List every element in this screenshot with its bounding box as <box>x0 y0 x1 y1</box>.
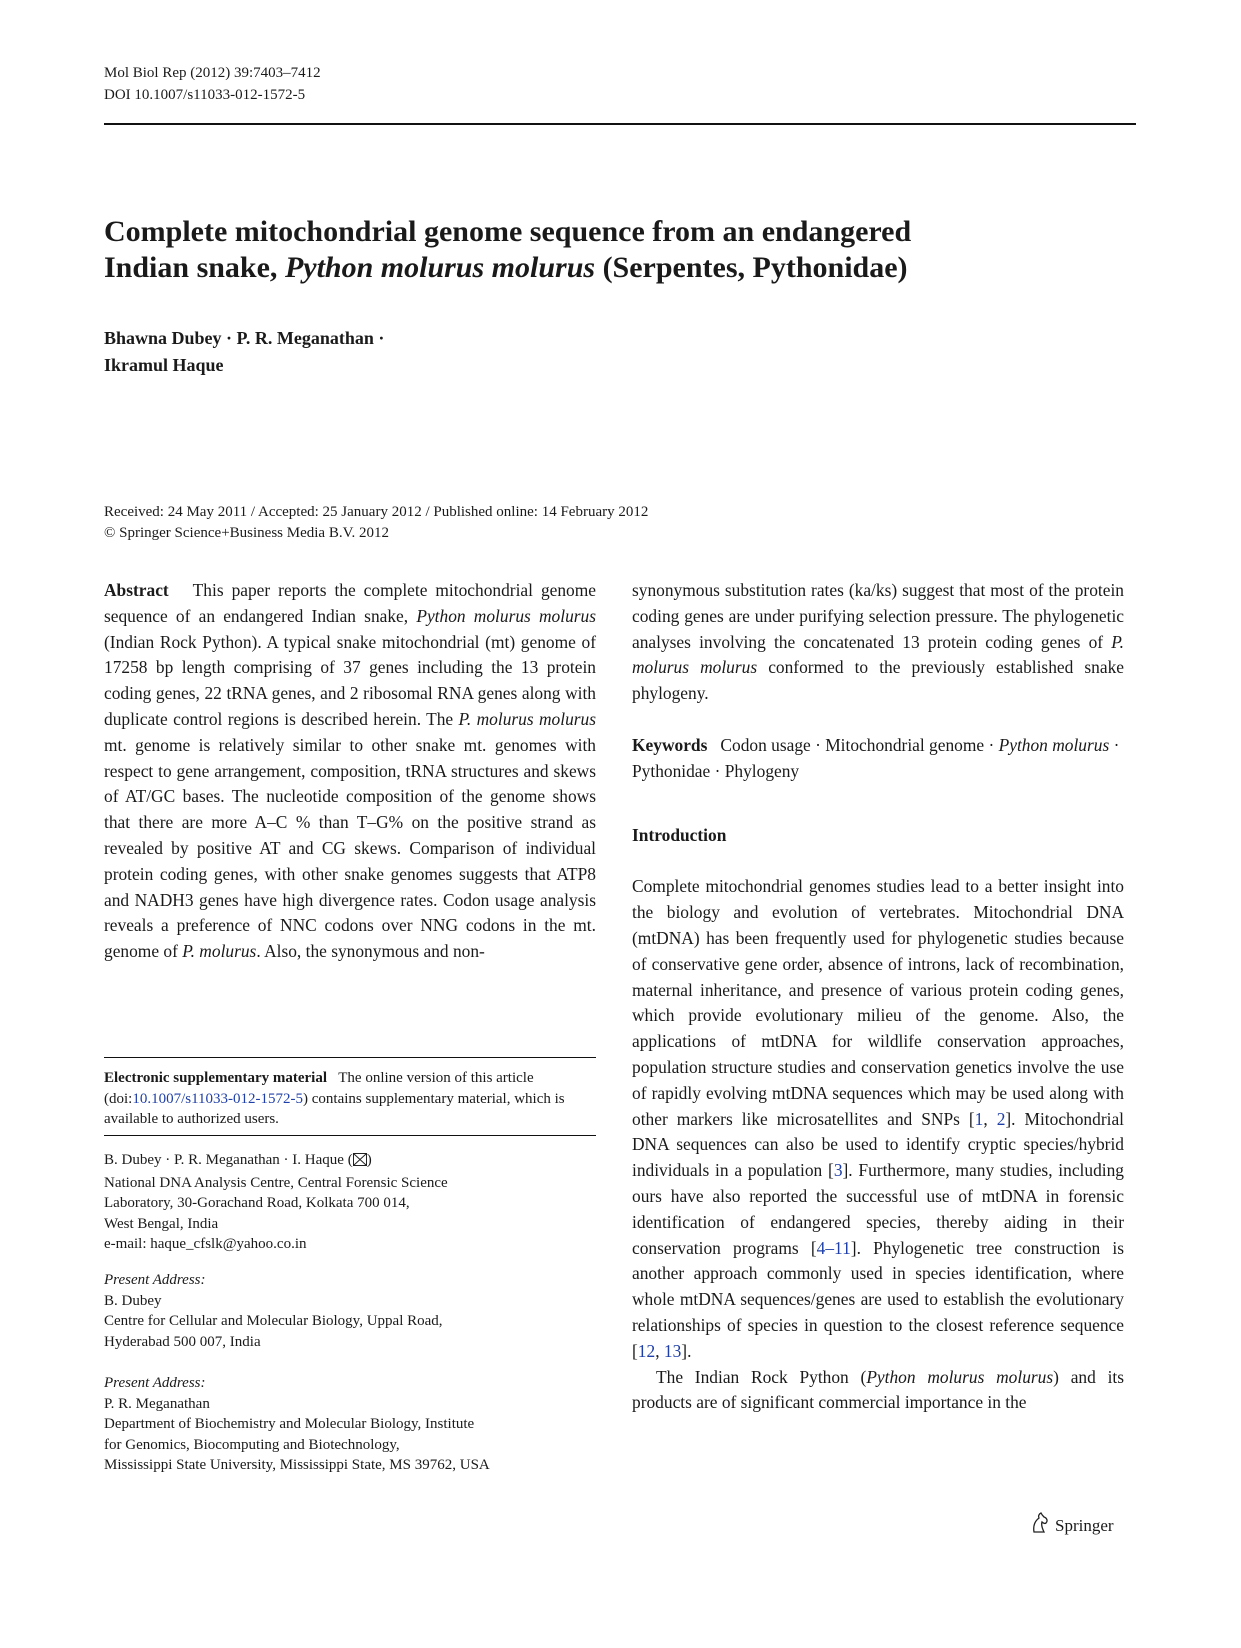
copyright-notice: © Springer Science+Business Media B.V. 2012 <box>104 525 389 541</box>
intro-text: ]. <box>681 1340 692 1361</box>
publisher-name: Springer <box>1055 1515 1114 1535</box>
citation-link[interactable]: 1 <box>974 1108 984 1129</box>
intro-paragraph-1 <box>632 874 1124 1364</box>
abstract-species: P. molurus molurus <box>458 708 596 729</box>
footnote-rule-bottom <box>104 1135 596 1136</box>
citation-link[interactable]: 12 <box>637 1340 656 1361</box>
journal-header <box>104 62 321 106</box>
publication-history <box>104 502 648 544</box>
intro-species: Python molurus molurus <box>866 1366 1054 1387</box>
keyword-list-end: · Pythonidae · Phylogeny <box>632 734 1120 781</box>
keywords-label: Keywords <box>632 734 708 755</box>
authors-line-1: Bhawna Dubey · P. R. Meganathan · <box>104 328 385 348</box>
header-rule <box>104 123 1136 125</box>
intro-text: ]. Furthermore, many studies, including ours have also reported the successful use of mtDNA in forensic identification of endangered species, thereby aiding in their conservation programs [ <box>632 1160 1124 1258</box>
journal-citation: Mol Biol Rep (2012) 39:7403–7412 <box>104 65 321 81</box>
present-address-line: Hyderabad 500 007, India <box>104 1333 261 1350</box>
abstract-species: P. molurus molurus <box>632 631 1124 678</box>
affiliation-line: Laboratory, 30-Gorachand Road, Kolkata 700 014, <box>104 1195 410 1211</box>
affil-names-end: ) <box>366 1152 372 1168</box>
title-line-2 <box>104 250 1144 286</box>
present-address-2 <box>104 1373 596 1476</box>
footnote-rule-top <box>104 1057 596 1058</box>
affiliation-names <box>104 1150 596 1173</box>
intro-text: Complete mitochondrial genomes studies lead to a better insight into the biology and evolution of vertebrates. Mitochondrial DNA (mtDNA) has been frequently used for phylogenetic studies because of conservative gene order, absence of introns, lack of recombination, maternal inheritance, and presence of various protein coding genes, which provide evolutionary milieu of the genome. Also, the applications of mtDNA for wildlife conservation approaches, population structure studies and conservation genetics involve the use of rapidly evolving mtDNA sequences which may be used along with other markers like microsatellites and SNPs [ <box>632 876 1124 1129</box>
abstract-part: This paper reports the complete mitochondrial genome sequence of an endangered Indian snake, <box>104 580 596 626</box>
present-address-name: B. Dubey <box>104 1292 162 1309</box>
affiliation-line: National DNA Analysis Centre, Central Forensic Science <box>104 1174 448 1191</box>
abstract-part: . Also, the synonymous and non- <box>256 941 485 962</box>
present-address-label: Present Address: <box>104 1272 206 1288</box>
abstract-label: Abstract <box>104 580 169 600</box>
esm-label: Electronic supplementary material <box>104 1070 328 1086</box>
intro-text: ]. Mitochondrial DNA sequences can also be used to identify cryptic species/hybrid individuals in a population [ <box>632 1108 1124 1181</box>
intro-text: The Indian Rock Python ( <box>656 1366 867 1387</box>
abstract-part: mt. genome is relatively similar to other snake mt. genomes with respect to gene arrangement, composition, tRNA structures and skews of AT/GC bases. The nucleotide composition of the genome shows that there are more A–C % than T–G% on the positive strand as revealed by positive AT and CG skews. Comparison of individual protein coding genes, with other snake genomes suggests that ATP8 and NADH3 genes have high divergence rates. Codon usage analysis reveals a preference of NNC codons over NNG codons in the mt. genome of <box>104 734 596 962</box>
affiliation-line: West Bengal, India <box>104 1215 219 1232</box>
citation-link[interactable]: 3 <box>833 1160 843 1181</box>
abstract-part: synonymous substitution rates (ka/ks) suggest that most of the protein coding genes are under purifying selection pressure. The phylogenetic analyses involving the concatenated 13 protein coding genes of <box>632 580 1124 652</box>
esm-doi-link[interactable]: 10.1007/s11033-012-1572-5 <box>132 1090 304 1107</box>
doi-line: DOI 10.1007/s11033-012-1572-5 <box>104 87 306 103</box>
envelope-icon <box>353 1152 367 1173</box>
citation-link[interactable]: 13 <box>663 1340 682 1361</box>
abstract-block <box>104 578 596 965</box>
title-text: Indian snake, <box>104 251 285 284</box>
right-column <box>632 578 1124 1416</box>
publisher-footer <box>1030 1512 1114 1539</box>
corresponding-email[interactable]: e-mail: haque_cfslk@yahoo.co.in <box>104 1236 307 1252</box>
present-address-line: Mississippi State University, Mississippi State, MS 39762, USA <box>104 1457 490 1473</box>
present-address-label: Present Address: <box>104 1375 206 1391</box>
citation-link[interactable]: 2 <box>996 1108 1006 1129</box>
title-text-end: (Serpentes, Pythonidae) <box>595 251 908 284</box>
keyword-species: Python molurus <box>998 734 1110 755</box>
abstract-species: Python molurus molurus <box>416 605 597 626</box>
intro-text: , <box>655 1340 664 1361</box>
abstract-continuation <box>632 578 1124 707</box>
intro-text: , <box>983 1108 997 1129</box>
esm-text: The online version of this article (doi: <box>104 1070 534 1107</box>
authors-line-2: Ikramul Haque <box>104 355 224 375</box>
abstract-species: P. molurus <box>182 941 257 962</box>
esm-note <box>104 1068 596 1130</box>
keywords <box>632 733 1124 785</box>
citation-link[interactable]: 4–11 <box>816 1237 851 1258</box>
intro-text: ) and its products are of significant commercial importance in the <box>632 1366 1125 1413</box>
paper-title <box>104 214 1144 286</box>
present-address-line: Department of Biochemistry and Molecular Biology, Institute <box>104 1416 475 1432</box>
intro-text: ]. Phylogenetic tree construction is another approach commonly used in species identification, where whole mtDNA sequences/genes are used to establish the evolutionary relationships of species in question to the closest reference sequence [ <box>632 1237 1124 1361</box>
present-address-line: for Genomics, Biocomputing and Biotechnology, <box>104 1436 400 1453</box>
abstract-part: (Indian Rock Python). A typical snake mitochondrial (mt) genome of 17258 bp length comprising of 37 genes including the 13 protein coding genes, 22 tRNA genes, and 2 ribosomal RNA genes along with duplicate control regions is described herein. The <box>104 631 596 729</box>
intro-paragraph-2 <box>632 1365 1124 1417</box>
title-line-1: Complete mitochondrial genome sequence from an endangered <box>104 215 912 248</box>
abstract-part: conformed to the previously established snake phylogeny. <box>632 657 1124 704</box>
present-address-line: Centre for Cellular and Molecular Biology, Uppal Road, <box>104 1313 443 1329</box>
abstract-text <box>104 578 596 965</box>
present-address-1 <box>104 1270 596 1352</box>
affil-names-text: B. Dubey · P. R. Meganathan · I. Haque ( <box>104 1152 353 1168</box>
present-address-name: P. R. Meganathan <box>104 1395 210 1412</box>
section-heading-introduction: Introduction <box>632 824 727 845</box>
title-species: Python molurus molurus <box>284 251 596 284</box>
history-dates: Received: 24 May 2011 / Accepted: 25 January 2012 / Published online: 14 February 2012 <box>104 504 649 520</box>
author-list <box>104 325 384 379</box>
keyword-list: Codon usage · Mitochondrial genome · <box>720 734 995 755</box>
esm-text-end: ) contains supplementary material, which is available to authorized users. <box>104 1090 565 1127</box>
springer-horse-icon <box>1030 1512 1050 1539</box>
affiliation-block <box>104 1150 596 1255</box>
